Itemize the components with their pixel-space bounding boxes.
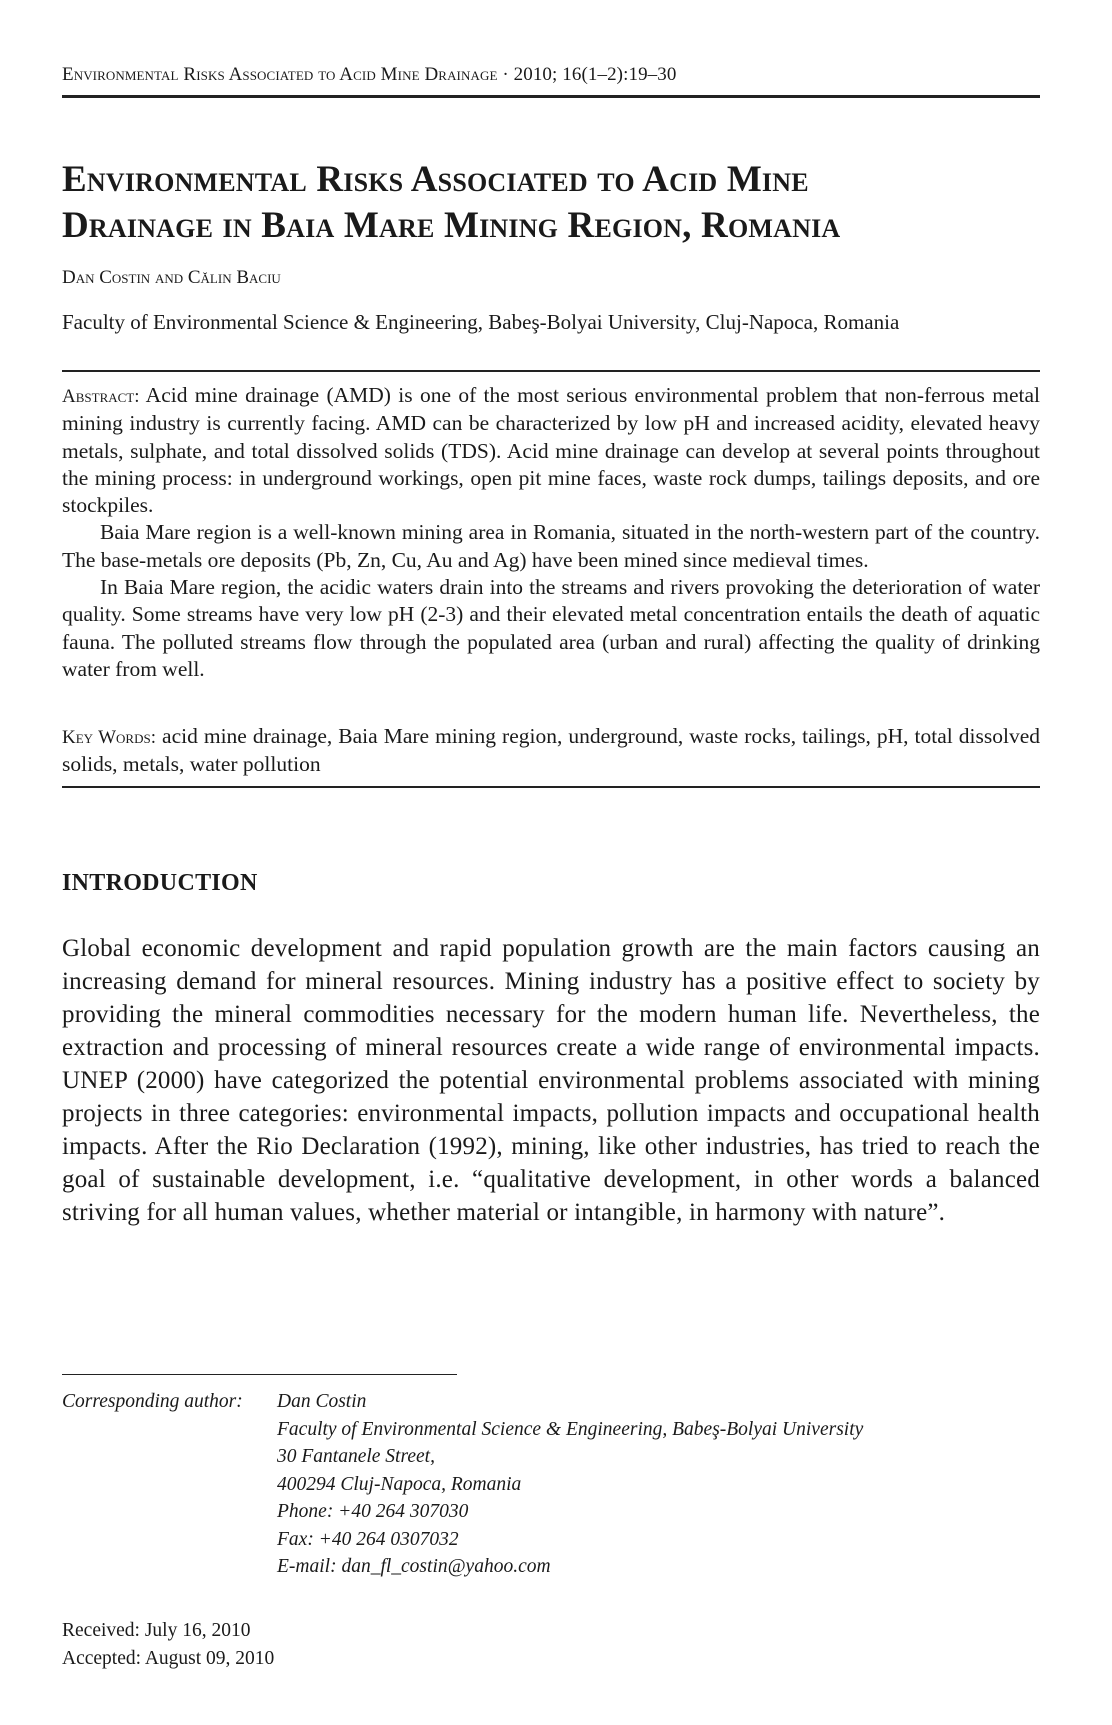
accepted-date: Accepted: August 09, 2010 xyxy=(62,1648,275,1669)
corresponding-author-name: Dan Costin xyxy=(277,1391,367,1412)
abstract-paragraph-1 xyxy=(62,382,1040,519)
authors: Dan Costin and Călin Baciu xyxy=(62,267,281,288)
footnote-rule xyxy=(62,1374,457,1375)
abstract-paragraph-3: In Baia Mare region, the acidic waters drain into the streams and rivers provoking the deterioration of water quality. Some streams have very low pH (2-3) and their elevated metal concentration entails the death of aquatic fauna. The polluted streams flow through the populated area (urban and rural) affecting the quality of drinking water from well. xyxy=(62,575,1040,681)
keywords xyxy=(62,723,1040,778)
corresponding-author-line: 400294 Cluj-Napoca, Romania xyxy=(277,1473,522,1495)
abstract-top-rule xyxy=(62,370,1040,372)
introduction-body: Global economic development and rapid population growth are the main factors causing an increasing demand for mineral resources. Mining industry has a positive effect to society by providing the mineral commodities necessary for the modern human life. Nevertheless, the extraction and processing of mineral resources create a wide range of environmental impacts. UNEP (2000) have categorized the potential environmental problems associated with mining projects in three categories: environmental impacts, pollution impacts and occupational health impacts. After the Rio Declaration (1992), mining, like other industries, has tried to reach the goal of sustainable development, i.e. “qualitative development, in other words a balanced striving for all human values, whether material or intangible, in harmony with nature”. xyxy=(62,935,1040,1226)
received-date: Received: July 16, 2010 xyxy=(62,1620,251,1641)
title-line-2: Drainage in Baia Mare Mining Region, Romania xyxy=(62,205,841,246)
title-line-1: Environmental Risks Associated to Acid Mine xyxy=(62,159,809,200)
header-rule xyxy=(62,95,1040,98)
corresponding-author-line: 30 Fantanele Street, xyxy=(277,1446,435,1467)
corresponding-author-fax: Fax: +40 264 0307032 xyxy=(277,1528,459,1550)
running-head: Environmental Risks Associated to Acid Mine Drainage · 2010; 16(1–2):19–30 xyxy=(62,64,677,85)
corresponding-author-line: Faculty of Environmental Science & Engineering, Babeş-Bolyai University xyxy=(277,1418,864,1440)
abstract-bottom-rule xyxy=(62,786,1040,788)
corresponding-author-details xyxy=(277,1388,1037,1581)
keywords-label: Key Words: xyxy=(62,727,156,748)
corresponding-author-email: E-mail: dan_fl_costin@yahoo.com xyxy=(277,1556,551,1577)
submission-dates xyxy=(62,1617,274,1673)
abstract-label: Abstract: xyxy=(62,386,140,407)
keywords-text: acid mine drainage, Baia Mare mining region, underground, waste rocks, tailings, pH, total dissolved solids, metals, water pollution xyxy=(62,724,1040,776)
corresponding-author-phone: Phone: +40 264 307030 xyxy=(277,1501,469,1522)
abstract-text-1: Acid mine drainage (AMD) is one of the most serious environmental problem that non-ferrous metal mining industry is currently facing. AMD can be characterized by low pH and increased acidity, elevated heavy metals, sulphate, and total dissolved solids (TDS). Acid mine drainage can develop at several points throughout the mining process: in underground workings, open pit mine faces, waste rock dumps, tailings deposits, and ore stockpiles. xyxy=(62,383,1040,518)
corresponding-author-label: Corresponding author: xyxy=(62,1391,243,1412)
abstract xyxy=(62,382,1040,683)
section-heading-introduction: INTRODUCTION xyxy=(62,870,258,896)
paper-title xyxy=(62,157,1040,249)
affiliation: Faculty of Environmental Science & Engineering, Babeş-Bolyai University, Cluj-Napoca, Romania xyxy=(62,310,900,334)
abstract-paragraph-2: Baia Mare region is a well-known mining area in Romania, situated in the north-western part of the country. The base-metals ore deposits (Pb, Zn, Cu, Au and Ag) have been mined since medieval times. xyxy=(62,520,1040,572)
